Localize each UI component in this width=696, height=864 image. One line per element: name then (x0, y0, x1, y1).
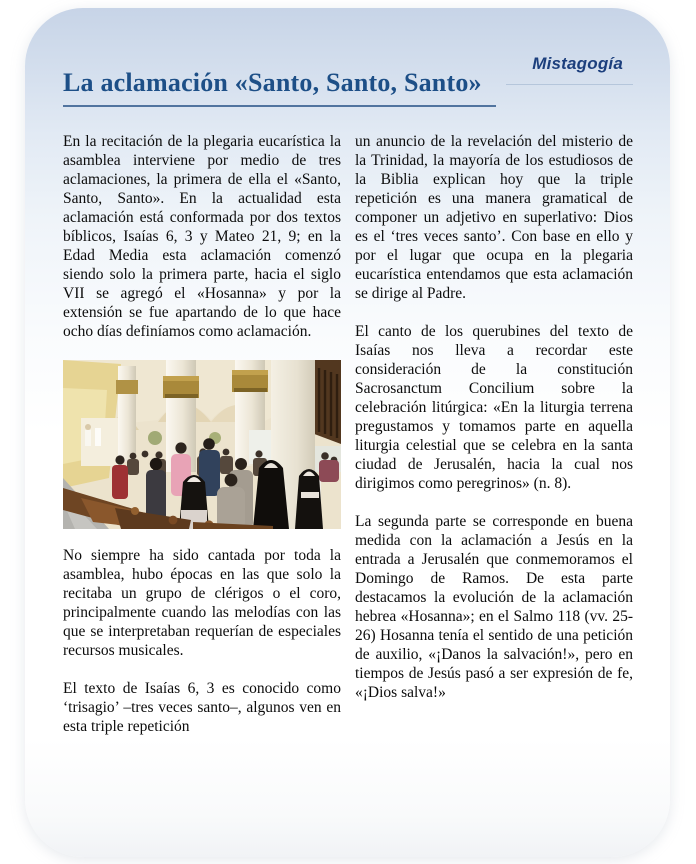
paragraph: un anuncio de la revelación del misterio de la Trinidad, la mayoría de los estudiosos de la Biblia explican hoy que la triple repetición es una manera gramatical de componer un adjetivo en superlativo: Dios es el ‘tres veces santo’. Con base en ello y por el lugar que ocupa en la plegaria eucarística entendamos que esta aclamación se dirige al Padre. (355, 133, 633, 302)
article-page-card (25, 8, 670, 857)
church-congregation-photo (63, 360, 341, 529)
section-label: Mistagogía (532, 54, 623, 73)
page-title: La aclamación «Santo, Santo, Santo» (63, 68, 496, 107)
paragraph: El canto de los querubines del texto de Isaías nos lleva a recordar este consideración de la constitución Sacrosanctum Concilium sobre la celebración litúrgica: «En la liturgia terrena pregustamos y tomamos parte en aquella liturgia celestial que se celebra en la santa ciudad de Jerusalén, hacia la cual nos dirigimos como peregrinos» (n. 8). (355, 323, 633, 492)
article-columns (63, 132, 633, 736)
paragraph: No siempre ha sido cantada por toda la asamblea, hubo épocas en las que solo la recitaba un grupo de clérigos o el coro, principalmente cuando las melodías con las que se interpretaban requerían de especiales recursos musicales. (63, 547, 341, 659)
paragraph: La segunda parte se corresponde en buena medida con la aclamación a Jesús en la entrada a Jerusalén que conmemoramos el Domingo de Ramos. De esta parte destacamos la evolución de la aclamación hebrea «Hosanna»; en el Salmo 118 (vv. 25-26) Hosanna tenía el sentido de una petición de auxilio, «¡Danos la salvación!», pero en tiempos de Jesús pasó a ser expresión de fe, «¡Dios salva!» (355, 513, 633, 701)
left-column (63, 132, 341, 736)
article-header (63, 8, 633, 132)
church-congregation-photo-art (63, 360, 341, 529)
section-label-rule (506, 84, 633, 85)
paragraph: El texto de Isaías 6, 3 es conocido como ‘trisagio’ –tres veces santo–, algunos ven en esta triple repetición (63, 680, 341, 735)
paragraph: En la recitación de la plegaria eucarística la asamblea interviene por medio de tres aclamaciones, la primera de ella el «Santo, Santo, Santo». En la actualidad esta aclamación está conformada por dos textos bíblicos, Isaías 6, 3 y Mateo 21, 9; en la Edad Media esta aclamación comenzó siendo solo la primera parte, hacia el siglo VII se agregó el «Hosanna» y por la extensión se fue apartando de lo que hace ocho días definíamos como aclamación. (63, 133, 341, 340)
right-column (355, 132, 633, 736)
